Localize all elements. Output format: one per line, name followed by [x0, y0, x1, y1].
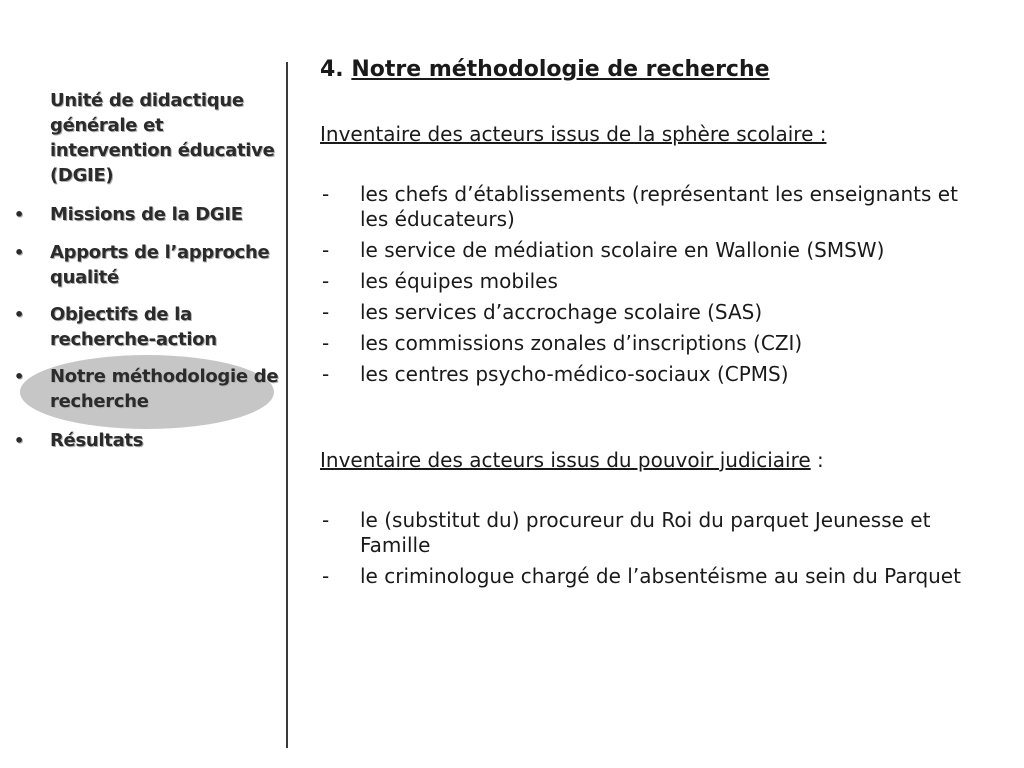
bullet-icon: •	[14, 431, 24, 450]
heading-number: 4.	[320, 57, 344, 82]
list-item-text: le service de médiation scolaire en Wallonie (SMSW)	[360, 238, 885, 262]
list-item	[320, 300, 980, 325]
dash-bullet: -	[322, 508, 330, 532]
page-title	[320, 55, 770, 85]
list-item	[320, 182, 980, 232]
dash-bullet: -	[322, 564, 330, 588]
section-title-scolaire	[320, 121, 826, 147]
bullet-icon: •	[14, 305, 24, 324]
bullet-icon: •	[14, 205, 24, 224]
section-title-judiciaire	[320, 447, 824, 473]
list-acteurs-scolaires	[320, 182, 980, 393]
sidebar-item-objectifs[interactable]	[14, 302, 284, 352]
main-content	[320, 0, 1010, 768]
list-item-text: les commissions zonales d’inscriptions (CZI)	[360, 331, 803, 355]
list-item	[320, 508, 980, 558]
list-item	[320, 269, 980, 294]
list-item-text: le (substitut du) procureur du Roi du parquet Jeunesse et Famille	[360, 508, 931, 557]
sidebar-item-label: Objectifs de la recherche-action	[50, 304, 217, 350]
sidebar-item-missions[interactable]	[14, 202, 284, 227]
list-item	[320, 362, 980, 387]
section-title-text: Inventaire des acteurs issus du pouvoir judiciaire	[320, 448, 811, 472]
dash-bullet: -	[322, 182, 330, 206]
sidebar-item-resultats[interactable]	[14, 428, 284, 453]
list-item-text: les centres psycho-médico-sociaux (CPMS)	[360, 362, 789, 386]
section-title-suffix: :	[810, 448, 824, 472]
sidebar-item-label: Notre méthodologie de recherche	[50, 366, 279, 412]
bullet-icon: •	[14, 243, 24, 262]
sidebar-item-label: Résultats	[50, 430, 144, 451]
dash-bullet: -	[322, 269, 330, 293]
list-item-text: les équipes mobiles	[360, 269, 558, 293]
list-item	[320, 331, 980, 356]
list-item-text: les services d’accrochage scolaire (SAS)	[360, 300, 763, 324]
list-item-text: les chefs d’établissements (représentant les enseignants et les éducateurs)	[360, 182, 958, 231]
dash-bullet: -	[322, 362, 330, 386]
sidebar-item-label: Apports de l’approche qualité	[50, 242, 270, 288]
sidebar-item-methodologie[interactable]	[14, 364, 284, 414]
bullet-icon: •	[14, 367, 24, 386]
sidebar-title: Unité de didactique générale et intervention éducative (DGIE)	[50, 90, 275, 186]
list-item	[320, 564, 980, 589]
list-acteurs-judiciaires	[320, 508, 980, 595]
vertical-divider	[286, 62, 288, 748]
heading-title: Notre méthodologie de recherche	[351, 57, 770, 82]
list-item	[320, 238, 980, 263]
list-item-text: le criminologue chargé de l’absentéisme au sein du Parquet	[360, 564, 961, 588]
dash-bullet: -	[322, 331, 330, 355]
sidebar	[0, 0, 285, 768]
dash-bullet: -	[322, 300, 330, 324]
sidebar-item-apports[interactable]	[14, 240, 284, 290]
section-title-text: Inventaire des acteurs issus de la sphère scolaire :	[320, 122, 827, 146]
dash-bullet: -	[322, 238, 330, 262]
sidebar-item-label: Missions de la DGIE	[50, 204, 243, 225]
